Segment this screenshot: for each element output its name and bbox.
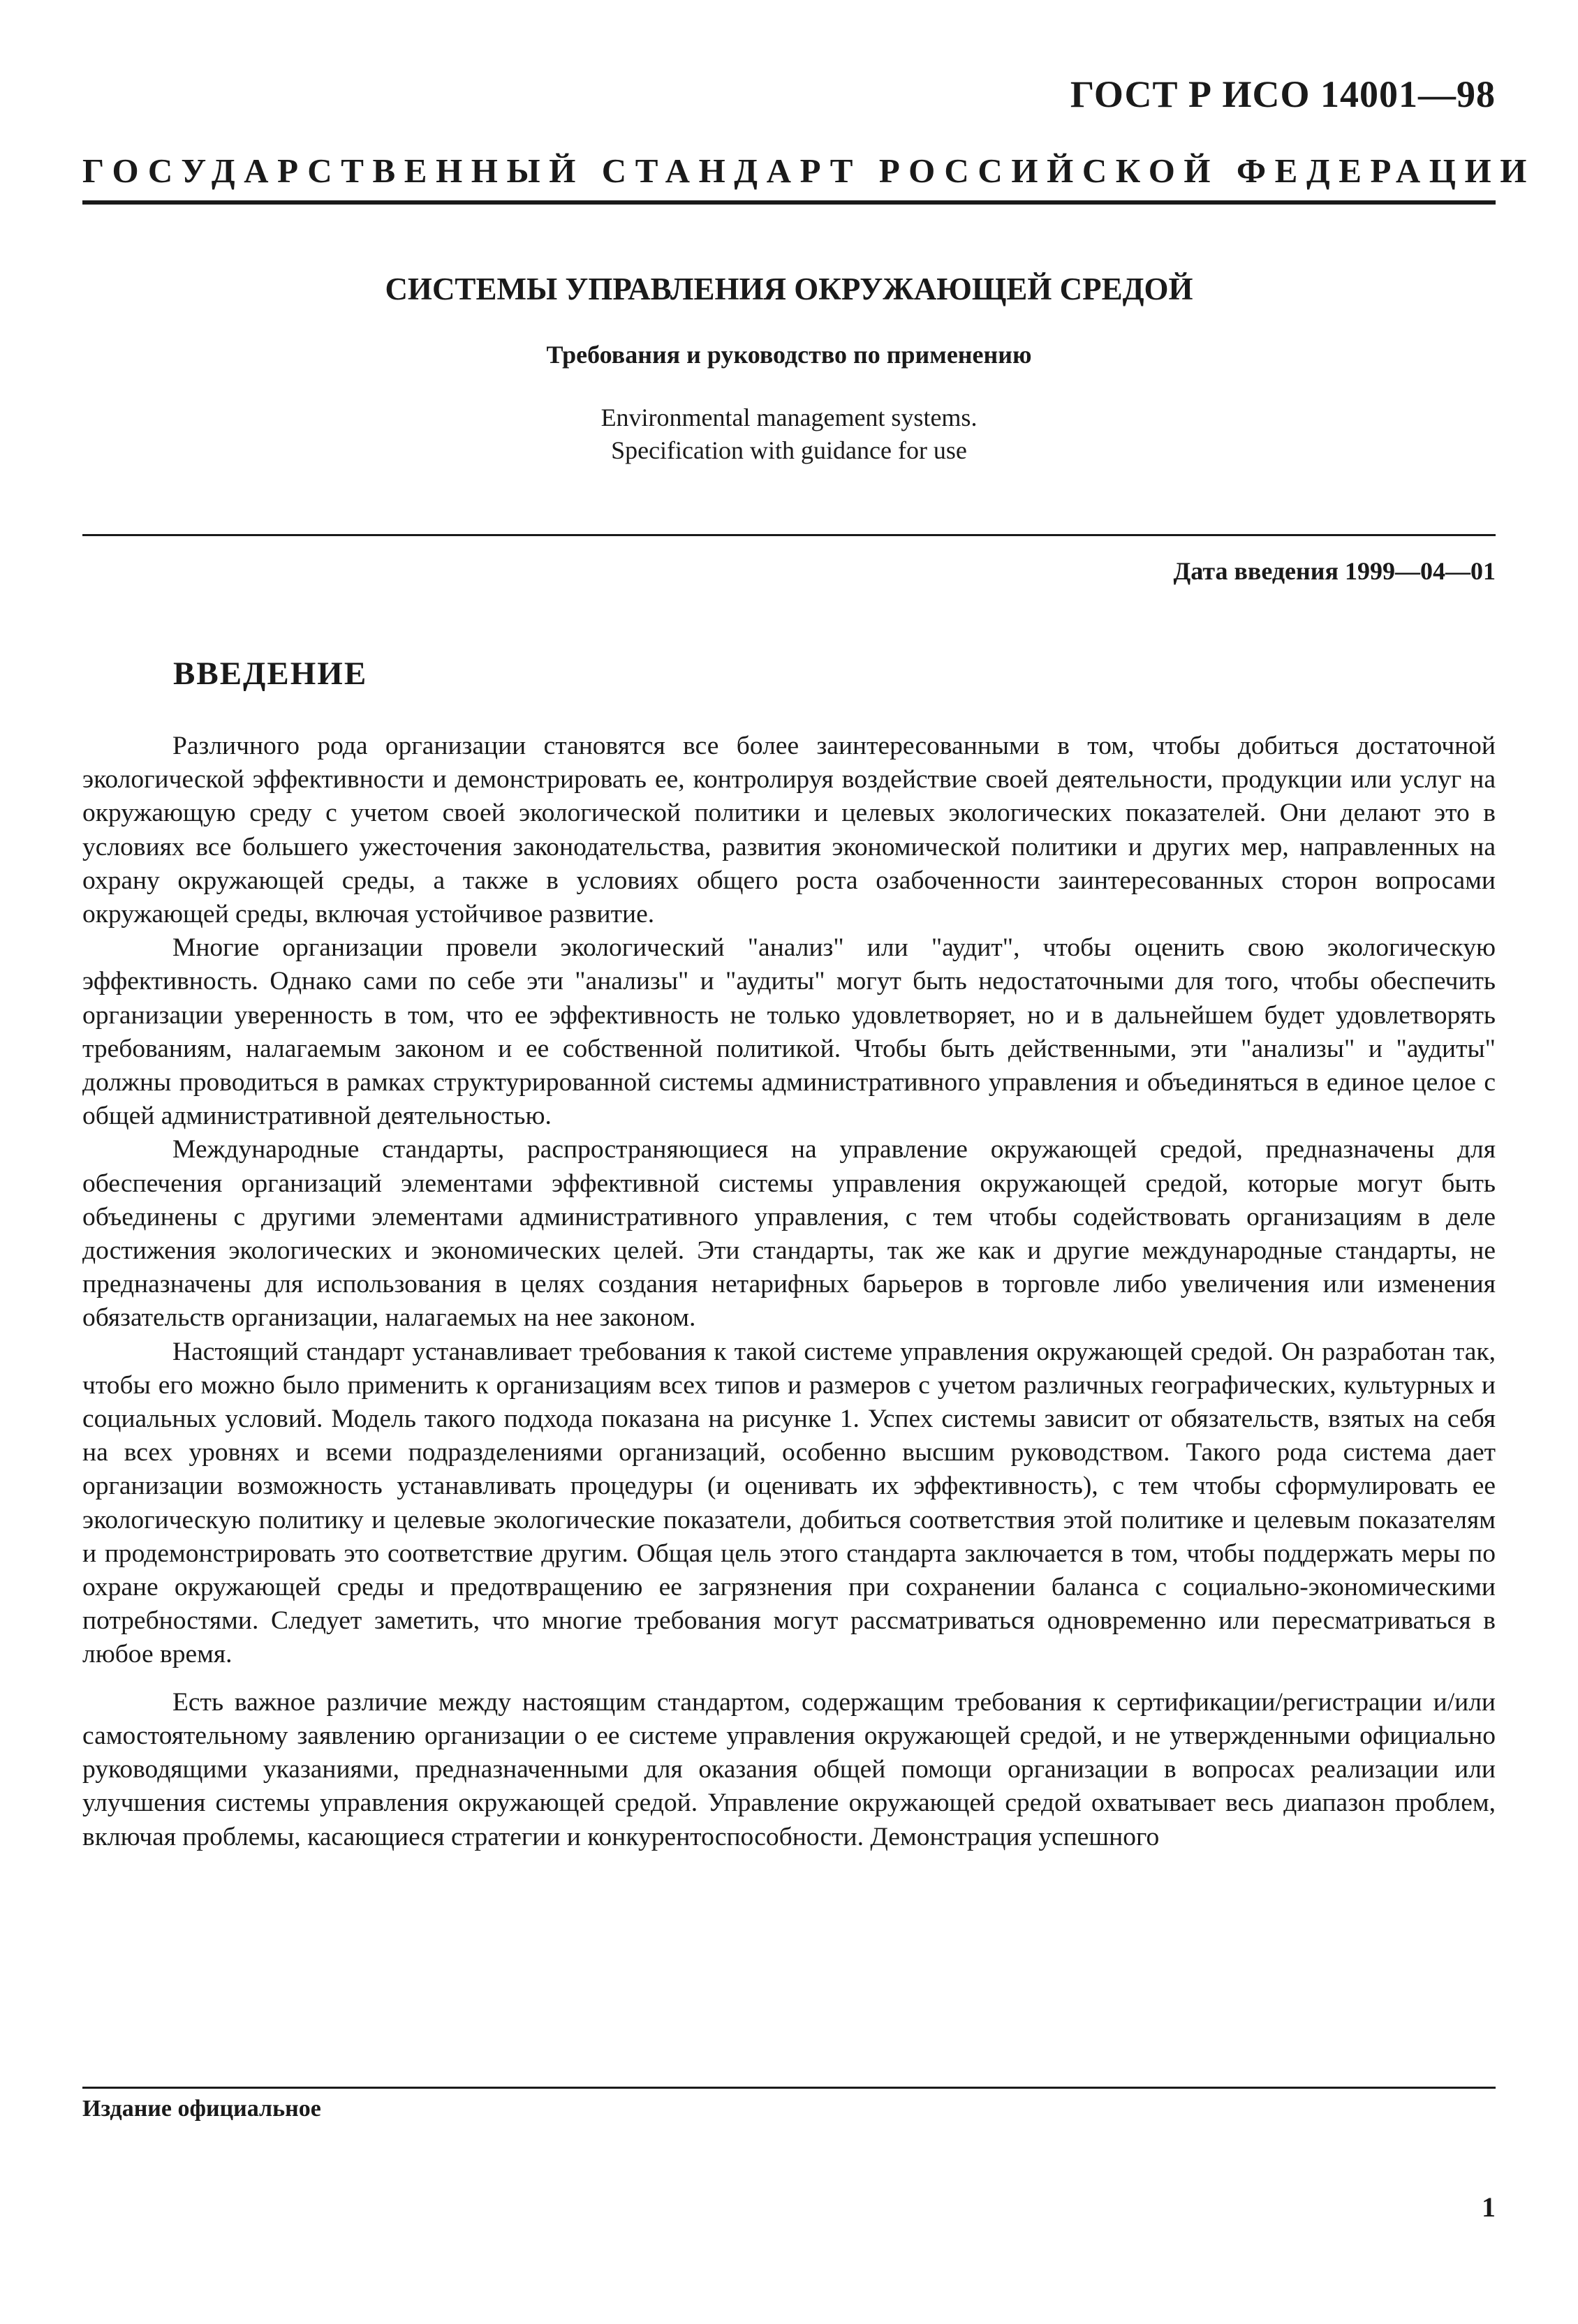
introduction-date: Дата введения 1999—04—01 <box>1173 557 1496 585</box>
document-subtitle: Требования и руководство по применению <box>546 341 1032 369</box>
page-number: 1 <box>1482 2191 1496 2223</box>
paragraph-5: Есть важное различие между настоящим стандартом, содержащим требования к сертификации/регистрации и/или самостоятельному заявлению организации о ее системе управления окружающей средой, и не утвержденными официально руководящими указаниями, предназначенными для оказания общей помощи организации в вопросах реализации или улучшения системы управления окружающей средой. Управление окружающей средой охватывает весь диапазон проблем, включая проблемы, касающиеся стратегии и конкурентоспособности. Демонстрация успешного <box>82 1687 1496 1851</box>
english-title <box>82 401 1496 467</box>
document-title: СИСТЕМЫ УПРАВЛЕНИЯ ОКРУЖАЮЩЕЙ СРЕДОЙ <box>385 272 1193 306</box>
english-title-line-1: Environmental management systems. <box>600 404 978 431</box>
gost-number: ГОСТ Р ИСО 14001—98 <box>1070 73 1496 115</box>
paragraph-1: Различного рода организации становятся все более заинтересованными в том, чтобы добиться достаточной экологической эффективности и демонстрировать ее, контролируя воздействие своей деятельности, продукции или услуг на окружающую среду с учетом своей экологической политики и целевых экологических показателей. Они делают это в условиях все большего ужесточения законодательства, развития экономической политики и других мер, направленных на охрану окружающей среды, а также в условиях общего роста озабоченности заинтересованных сторон вопросами окружающей среды, включая устойчивое развитие. <box>82 732 1496 929</box>
section-heading: ВВЕДЕНИЕ <box>173 656 368 692</box>
official-edition-label: Издание официальное <box>82 2096 321 2122</box>
header-rule <box>82 200 1496 205</box>
paragraph-2: Многие организации провели экологический "анализ" или "аудит", чтобы оценить свою экологическую эффективность. Однако сами по себе эти "анализы" и "аудиты" могут быть недостаточными для того, чтобы обеспечить организации уверенность в том, что ее эффективность не только удовлетворяет, но и в дальнейшем будет удовлетворять требованиям, налагаемым законом и ее собственной политикой. Чтобы быть действенными, эти "анализы" и "аудиты" должны проводиться в рамках структурированной системы административного управления и объединяться в единое целое с общей административной деятельностью. <box>82 933 1496 1131</box>
paragraph-4: Настоящий стандарт устанавливает требования к такой системе управления окружающей средой. Он разработан так, чтобы его можно было применить к организациям всех типов и размеров с учетом различных географических, культурных и социальных условий. Модель такого подхода показана на рисунке 1. Успех системы зависит от обязательств, взятых на себя на всех уровнях и всеми подразделениями организаций, особенно высшим руководством. Такого рода система дает организации возможность устанавливать процедуры (и оценивать их эффективность), с тем чтобы сформулировать ее экологическую политику и целевые экологические показатели, добиться соответствия этой политике и целевым показателям и продемонстрировать это соответствие другим. Общая цель этого стандарта заключается в том, чтобы поддержать меры по охране окружающей среды и предотвращению ее загрязнения при сохранении баланса с социально-экономическими потребностями. Следует заметить, что многие требования могут рассматриваться одновременно или пересматриваться в любое время. <box>82 1337 1496 1669</box>
footer-rule <box>82 2087 1496 2089</box>
state-standard-banner: ГОСУДАРСТВЕННЫЙ СТАНДАРТ РОССИЙСКОЙ ФЕДЕРАЦИИ <box>82 151 1535 190</box>
title-rule <box>82 534 1496 536</box>
paragraph-3: Международные стандарты, распространяющиеся на управление окружающей средой, предназначены для обеспечения организаций элементами эффективной системы управления окружающей средой, которые могут быть объединены с другими элементами административного управления, с тем чтобы содействовать организациям в деле достижения экологических и экономических целей. Эти стандарты, так же как и другие международные стандарты, не предназначены для использования в целях создания нетарифных барьеров в торговле либо увеличения или изменения обязательств организации, налагаемых на нее законом. <box>82 1135 1496 1333</box>
english-title-line-2: Specification with guidance for use <box>611 436 967 464</box>
body-text <box>82 730 1496 1854</box>
